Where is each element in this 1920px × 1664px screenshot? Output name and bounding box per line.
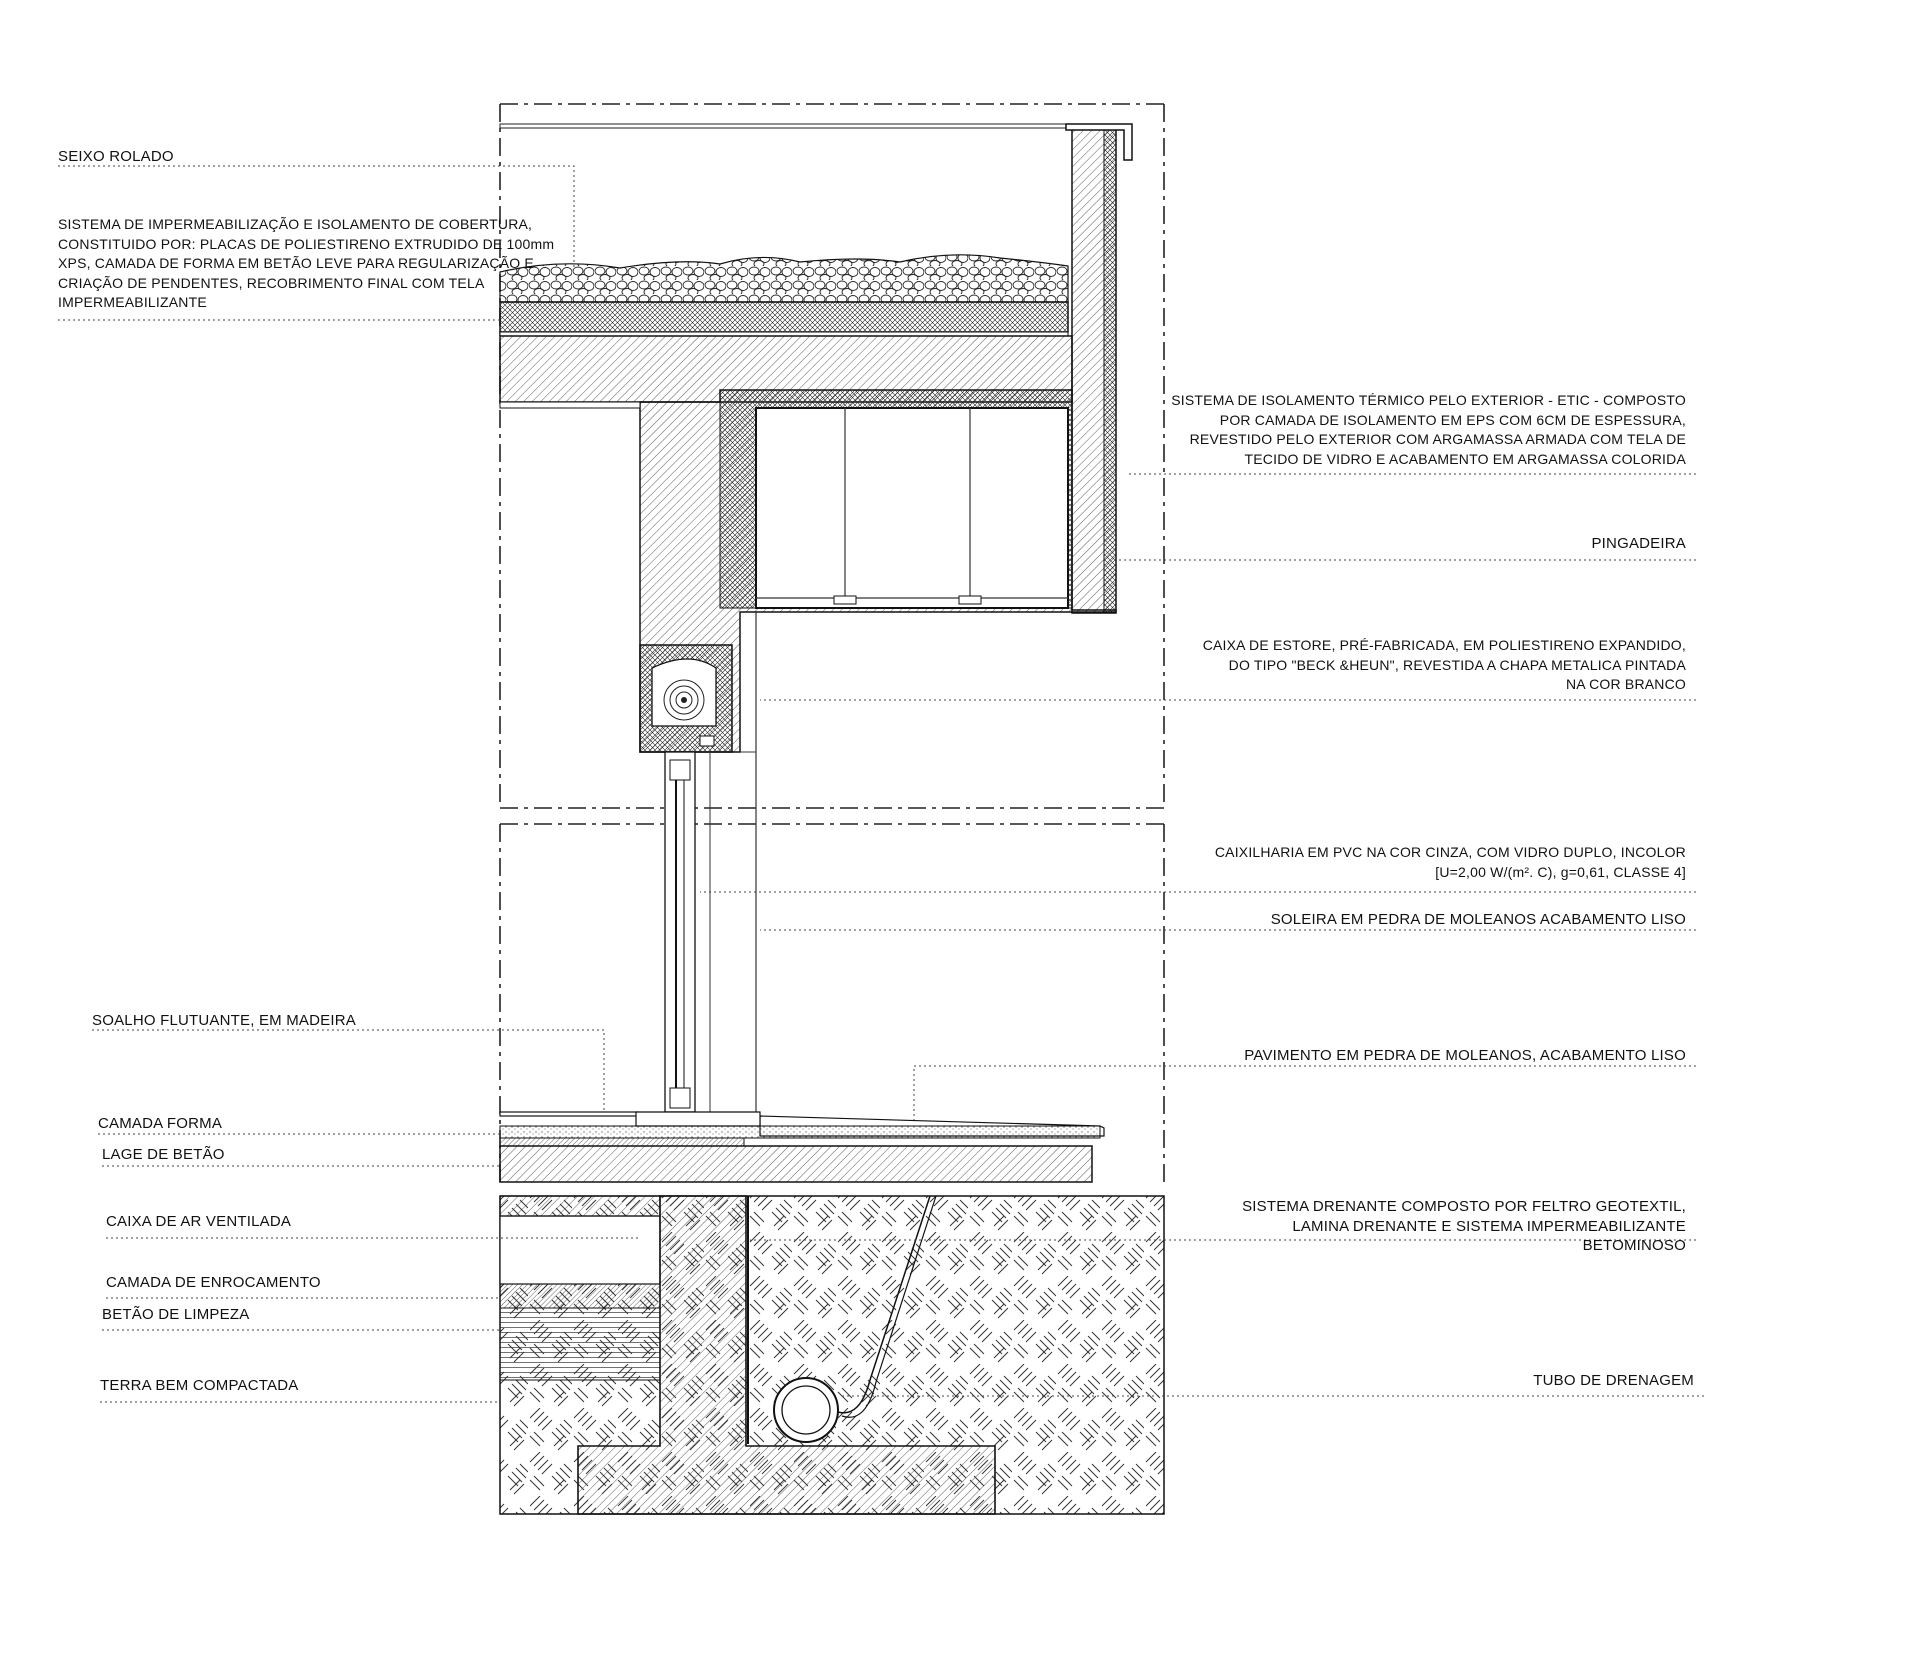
caixa-estore-line: DO TIPO "BECK &HEUN", REVESTIDA A CHAPA METALICA PINTADA [1228,656,1686,673]
label-seixo-rolado: SEIXO ROLADO [58,148,174,165]
foundation-assembly [500,1196,1164,1514]
label-pingadeira: PINGADEIRA [1591,535,1686,552]
impermeabilizacao-line: XPS, CAMADA DE FORMA EM BETÃO LEVE PARA REGULARIZAÇÃO E [58,255,534,271]
etic-line: POR CAMADA DE ISOLAMENTO EM EPS COM 6CM DE ESPESSURA, [1219,411,1686,428]
label-pavimento: PAVIMENTO EM PEDRA DE MOLEANOS, ACABAMENTO LISO [1244,1047,1686,1064]
label-drenante [1242,1197,1686,1256]
caixa-estore-line: CAIXA DE ESTORE, PRÉ-FABRICADA, EM POLIESTIRENO EXPANDIDO, [1202,637,1686,653]
etic-line: REVESTIDO PELO EXTERIOR COM ARGAMASSA ARMADA COM TELA DE [1189,431,1686,447]
shutter-box [640,645,732,752]
label-lage-betao: LAGE DE BETÃO [102,1146,225,1163]
label-camada-forma: CAMADA FORMA [98,1115,223,1132]
drenante-line: SISTEMA DRENANTE COMPOSTO POR FELTRO GEOTEXTIL, [1242,1198,1686,1215]
drenante-line: BETOMINOSO [1582,1237,1686,1254]
floor-assembly [500,1112,1104,1182]
drenante-line: LAMINA DRENANTE E SISTEMA IMPERMEABILIZANTE [1292,1217,1686,1235]
label-caixa-estore [1203,636,1686,695]
caixa-estore-line: NA COR BRANCO [1565,676,1686,692]
label-soalho: SOALHO FLUTUANTE, EM MADEIRA [92,1012,356,1029]
caixilharia-line: CAIXILHARIA EM PVC NA COR CINZA, COM VIDRO DUPLO, INCOLOR [1214,844,1686,860]
etic-line: SISTEMA DE ISOLAMENTO TÉRMICO PELO EXTERIOR - ETIC - COMPOSTO [1171,392,1686,408]
label-enrocamento: CAMADA DE ENROCAMENTO [106,1274,321,1291]
impermeabilizacao-line: CRIAÇÃO DE PENDENTES, RECOBRIMENTO FINAL COM TELA [58,274,485,291]
impermeabilizacao-line: IMPERMEABILIZANTE [58,294,207,310]
caixilharia-line: [U=2,00 W/(m². C), g=0,61, CLASSE 4] [1435,863,1686,880]
label-caixa-ar: CAIXA DE AR VENTILADA [106,1213,292,1230]
label-betao-limpeza: BETÃO DE LIMPEZA [102,1306,250,1323]
etic-line: TECIDO DE VIDRO E ACABAMENTO EM ARGAMASSA COLORIDA [1244,450,1686,467]
impermeabilizacao-line: CONSTITUIDO POR: PLACAS DE POLIESTIRENO EXTRUDIDO DE 100mm [58,235,555,252]
roof-assembly [500,124,1132,752]
label-etic [1171,391,1686,469]
label-impermeabilizacao [58,215,554,313]
label-terra: TERRA BEM COMPACTADA [100,1377,299,1394]
label-caixilharia [1215,843,1686,882]
impermeabilizacao-line: SISTEMA DE IMPERMEABILIZAÇÃO E ISOLAMENTO DE COBERTURA, [58,216,533,232]
label-soleira: SOLEIRA EM PEDRA DE MOLEANOS ACABAMENTO LISO [1270,911,1686,928]
label-tubo-drenagem: TUBO DE DRENAGEM [1533,1372,1694,1389]
